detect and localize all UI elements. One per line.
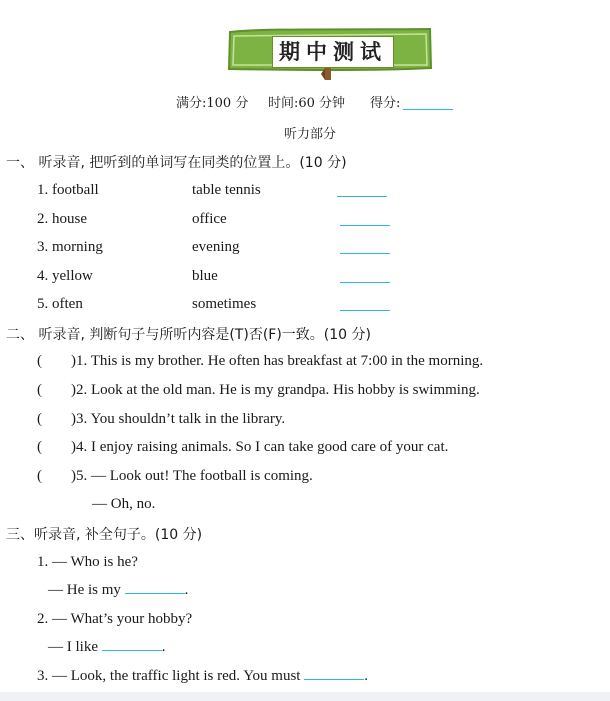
part1-row3-b: evening bbox=[192, 239, 240, 255]
part3-q3-blank[interactable] bbox=[304, 678, 364, 680]
part2-item5-reply: — Oh, no. bbox=[92, 496, 156, 512]
part1-row5-blank[interactable] bbox=[340, 310, 390, 311]
part3-q3-prefix: 3. — Look, the traffic light is red. You must bbox=[37, 668, 301, 684]
part1-row4-b: blue bbox=[192, 268, 218, 284]
part3-a2 bbox=[48, 638, 166, 656]
part3-q3-suffix: . bbox=[364, 668, 368, 684]
part1-row2-blank[interactable] bbox=[340, 225, 390, 226]
part2-item3-text: )3. You shouldn’t talk in the library. bbox=[71, 411, 286, 427]
part3-q1: 1. — Who is he? bbox=[37, 554, 138, 570]
part1-row2-a: 2. house bbox=[37, 211, 87, 227]
part2-item1-text: )1. This is my brother. He often has breakfast at 7:00 in the morning. bbox=[71, 353, 484, 369]
part3-a2-suffix: . bbox=[161, 639, 166, 655]
part3-a2-prefix: — I like bbox=[48, 639, 98, 655]
part2-item1-paren[interactable]: ( bbox=[37, 353, 42, 369]
full-score: 满分:100 分 bbox=[176, 96, 249, 111]
part3-q3 bbox=[37, 667, 368, 685]
part2-item2-text: )2. Look at the old man. He is my grandpa. His hobby is swimming. bbox=[71, 382, 480, 398]
part3-a1 bbox=[48, 581, 188, 599]
part2-item4-paren[interactable]: ( bbox=[37, 439, 42, 455]
part3-a1-blank[interactable] bbox=[125, 592, 185, 594]
page-title: 期中测试 bbox=[279, 40, 387, 64]
part1-row3-a: 3. morning bbox=[37, 239, 103, 255]
score-label: 得分: bbox=[370, 96, 401, 111]
part1-row1-b: table tennis bbox=[192, 182, 261, 198]
part3-a1-prefix: — He is my bbox=[48, 582, 121, 598]
page-bottom-edge bbox=[0, 692, 610, 701]
part3-a1-suffix: . bbox=[184, 582, 189, 598]
section-heading: 听力部分 bbox=[284, 127, 337, 142]
part1-row5-a: 5. often bbox=[37, 296, 83, 312]
part2-item3-paren[interactable]: ( bbox=[37, 411, 42, 427]
part3-a2-blank[interactable] bbox=[102, 649, 162, 651]
part1-row2-b: office bbox=[192, 211, 227, 227]
part1-row4-blank[interactable] bbox=[340, 282, 390, 283]
part1-row5-b: sometimes bbox=[192, 296, 257, 312]
part1-heading: 一、 听录音, 把听到的单词写在同类的位置上。(10 分) bbox=[6, 155, 347, 171]
part1-row1-a: 1. football bbox=[37, 182, 99, 198]
part3-heading: 三、听录音, 补全句子。(10 分) bbox=[6, 527, 203, 543]
part2-item4-text: )4. I enjoy raising animals. So I can take good care of your cat. bbox=[71, 439, 449, 455]
part2-item5-text: )5. — Look out! The football is coming. bbox=[71, 468, 313, 484]
part1-row3-blank[interactable] bbox=[340, 253, 390, 254]
score-blank[interactable] bbox=[403, 109, 453, 110]
part2-heading: 二、 听录音, 判断句子与所听内容是(T)否(F)一致。(10 分) bbox=[6, 327, 371, 343]
part1-row4-a: 4. yellow bbox=[37, 268, 93, 284]
part2-item2-paren[interactable]: ( bbox=[37, 382, 42, 398]
part3-q2: 2. — What’s your hobby? bbox=[37, 611, 193, 627]
part1-row1-blank[interactable] bbox=[337, 196, 387, 197]
title-box bbox=[272, 36, 394, 68]
time-limit: 时间:60 分钟 bbox=[268, 96, 346, 111]
part2-item5-paren[interactable]: ( bbox=[37, 468, 42, 484]
